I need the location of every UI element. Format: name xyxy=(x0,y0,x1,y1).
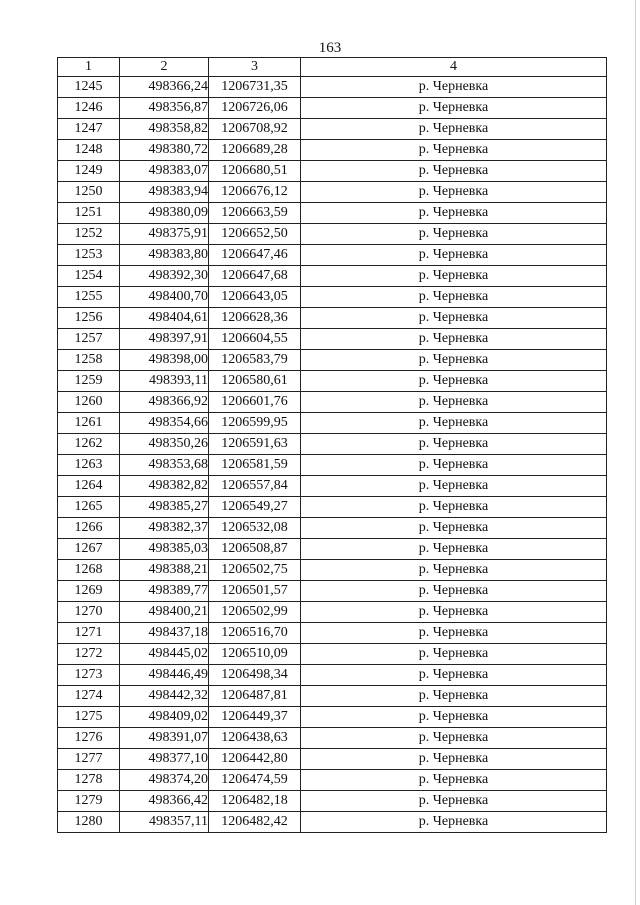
description-cell: р. Черневка xyxy=(301,224,607,245)
description-cell: р. Черневка xyxy=(301,581,607,602)
y-coordinate-cell: 1206516,70 xyxy=(209,623,301,644)
table-row xyxy=(58,119,607,140)
x-coordinate-cell: 498446,49 xyxy=(120,665,209,686)
column-header-3: 3 xyxy=(209,58,301,77)
table-row xyxy=(58,686,607,707)
point-number-cell: 1255 xyxy=(58,287,120,308)
x-coordinate-cell: 498377,10 xyxy=(120,749,209,770)
table-row xyxy=(58,728,607,749)
y-coordinate-cell: 1206604,55 xyxy=(209,329,301,350)
y-coordinate-cell: 1206498,34 xyxy=(209,665,301,686)
table-row xyxy=(58,560,607,581)
y-coordinate-cell: 1206442,80 xyxy=(209,749,301,770)
description-cell: р. Черневка xyxy=(301,392,607,413)
table-row xyxy=(58,770,607,791)
y-coordinate-cell: 1206549,27 xyxy=(209,497,301,518)
x-coordinate-cell: 498366,92 xyxy=(120,392,209,413)
description-cell: р. Черневка xyxy=(301,140,607,161)
table-row xyxy=(58,329,607,350)
x-coordinate-cell: 498383,94 xyxy=(120,182,209,203)
point-number-cell: 1270 xyxy=(58,602,120,623)
x-coordinate-cell: 498393,11 xyxy=(120,371,209,392)
description-cell: р. Черневка xyxy=(301,161,607,182)
column-header-2: 2 xyxy=(120,58,209,77)
description-cell: р. Черневка xyxy=(301,686,607,707)
description-cell: р. Черневка xyxy=(301,308,607,329)
table-row xyxy=(58,182,607,203)
x-coordinate-cell: 498358,82 xyxy=(120,119,209,140)
coordinates-table xyxy=(57,57,607,833)
x-coordinate-cell: 498374,20 xyxy=(120,770,209,791)
description-cell: р. Черневка xyxy=(301,602,607,623)
point-number-cell: 1276 xyxy=(58,728,120,749)
table-row xyxy=(58,392,607,413)
x-coordinate-cell: 498388,21 xyxy=(120,560,209,581)
description-cell: р. Черневка xyxy=(301,413,607,434)
description-cell: р. Черневка xyxy=(301,623,607,644)
x-coordinate-cell: 498400,21 xyxy=(120,602,209,623)
description-cell: р. Черневка xyxy=(301,98,607,119)
x-coordinate-cell: 498380,09 xyxy=(120,203,209,224)
x-coordinate-cell: 498404,61 xyxy=(120,308,209,329)
table-row xyxy=(58,581,607,602)
y-coordinate-cell: 1206680,51 xyxy=(209,161,301,182)
point-number-cell: 1253 xyxy=(58,245,120,266)
y-coordinate-cell: 1206647,68 xyxy=(209,266,301,287)
y-coordinate-cell: 1206599,95 xyxy=(209,413,301,434)
y-coordinate-cell: 1206510,09 xyxy=(209,644,301,665)
point-number-cell: 1269 xyxy=(58,581,120,602)
table-row xyxy=(58,518,607,539)
y-coordinate-cell: 1206652,50 xyxy=(209,224,301,245)
point-number-cell: 1254 xyxy=(58,266,120,287)
column-header-1: 1 xyxy=(58,58,120,77)
x-coordinate-cell: 498357,11 xyxy=(120,812,209,833)
description-cell: р. Черневка xyxy=(301,749,607,770)
x-coordinate-cell: 498409,02 xyxy=(120,707,209,728)
x-coordinate-cell: 498400,70 xyxy=(120,287,209,308)
y-coordinate-cell: 1206532,08 xyxy=(209,518,301,539)
table-row xyxy=(58,413,607,434)
y-coordinate-cell: 1206708,92 xyxy=(209,119,301,140)
point-number-cell: 1247 xyxy=(58,119,120,140)
x-coordinate-cell: 498366,42 xyxy=(120,791,209,812)
table-row xyxy=(58,161,607,182)
column-header-4: 4 xyxy=(301,58,607,77)
x-coordinate-cell: 498445,02 xyxy=(120,644,209,665)
x-coordinate-cell: 498382,82 xyxy=(120,476,209,497)
table-row xyxy=(58,287,607,308)
point-number-cell: 1245 xyxy=(58,77,120,98)
x-coordinate-cell: 498350,26 xyxy=(120,434,209,455)
table-row xyxy=(58,455,607,476)
x-coordinate-cell: 498383,07 xyxy=(120,161,209,182)
y-coordinate-cell: 1206663,59 xyxy=(209,203,301,224)
y-coordinate-cell: 1206643,05 xyxy=(209,287,301,308)
x-coordinate-cell: 498353,68 xyxy=(120,455,209,476)
table-row xyxy=(58,371,607,392)
point-number-cell: 1272 xyxy=(58,644,120,665)
description-cell: р. Черневка xyxy=(301,182,607,203)
description-cell: р. Черневка xyxy=(301,371,607,392)
page-edge-line xyxy=(635,0,636,905)
x-coordinate-cell: 498437,18 xyxy=(120,623,209,644)
y-coordinate-cell: 1206482,18 xyxy=(209,791,301,812)
point-number-cell: 1264 xyxy=(58,476,120,497)
y-coordinate-cell: 1206487,81 xyxy=(209,686,301,707)
description-cell: р. Черневка xyxy=(301,791,607,812)
y-coordinate-cell: 1206474,59 xyxy=(209,770,301,791)
y-coordinate-cell: 1206581,59 xyxy=(209,455,301,476)
point-number-cell: 1266 xyxy=(58,518,120,539)
description-cell: р. Черневка xyxy=(301,476,607,497)
y-coordinate-cell: 1206601,76 xyxy=(209,392,301,413)
table-row xyxy=(58,203,607,224)
point-number-cell: 1258 xyxy=(58,350,120,371)
description-cell: р. Черневка xyxy=(301,245,607,266)
x-coordinate-cell: 498389,77 xyxy=(120,581,209,602)
x-coordinate-cell: 498380,72 xyxy=(120,140,209,161)
x-coordinate-cell: 498375,91 xyxy=(120,224,209,245)
x-coordinate-cell: 498366,24 xyxy=(120,77,209,98)
description-cell: р. Черневка xyxy=(301,266,607,287)
point-number-cell: 1248 xyxy=(58,140,120,161)
y-coordinate-cell: 1206628,36 xyxy=(209,308,301,329)
table-row xyxy=(58,707,607,728)
table-row xyxy=(58,434,607,455)
point-number-cell: 1263 xyxy=(58,455,120,476)
description-cell: р. Черневка xyxy=(301,560,607,581)
y-coordinate-cell: 1206726,06 xyxy=(209,98,301,119)
description-cell: р. Черневка xyxy=(301,203,607,224)
table-row xyxy=(58,245,607,266)
point-number-cell: 1267 xyxy=(58,539,120,560)
x-coordinate-cell: 498397,91 xyxy=(120,329,209,350)
table-row xyxy=(58,665,607,686)
point-number-cell: 1256 xyxy=(58,308,120,329)
y-coordinate-cell: 1206689,28 xyxy=(209,140,301,161)
description-cell: р. Черневка xyxy=(301,707,607,728)
point-number-cell: 1259 xyxy=(58,371,120,392)
table-row xyxy=(58,98,607,119)
point-number-cell: 1261 xyxy=(58,413,120,434)
point-number-cell: 1278 xyxy=(58,770,120,791)
table-row xyxy=(58,623,607,644)
x-coordinate-cell: 498354,66 xyxy=(120,413,209,434)
x-coordinate-cell: 498398,00 xyxy=(120,350,209,371)
x-coordinate-cell: 498392,30 xyxy=(120,266,209,287)
description-cell: р. Черневка xyxy=(301,119,607,140)
description-cell: р. Черневка xyxy=(301,665,607,686)
point-number-cell: 1279 xyxy=(58,791,120,812)
point-number-cell: 1275 xyxy=(58,707,120,728)
x-coordinate-cell: 498383,80 xyxy=(120,245,209,266)
description-cell: р. Черневка xyxy=(301,518,607,539)
x-coordinate-cell: 498385,03 xyxy=(120,539,209,560)
point-number-cell: 1262 xyxy=(58,434,120,455)
table-row xyxy=(58,224,607,245)
y-coordinate-cell: 1206501,57 xyxy=(209,581,301,602)
table-row xyxy=(58,644,607,665)
description-cell: р. Черневка xyxy=(301,455,607,476)
table-row xyxy=(58,497,607,518)
y-coordinate-cell: 1206557,84 xyxy=(209,476,301,497)
page-number: 163 xyxy=(318,40,342,56)
table-row xyxy=(58,812,607,833)
table-row xyxy=(58,350,607,371)
y-coordinate-cell: 1206502,75 xyxy=(209,560,301,581)
x-coordinate-cell: 498356,87 xyxy=(120,98,209,119)
table-body xyxy=(58,77,607,833)
point-number-cell: 1249 xyxy=(58,161,120,182)
description-cell: р. Черневка xyxy=(301,812,607,833)
point-number-cell: 1280 xyxy=(58,812,120,833)
x-coordinate-cell: 498382,37 xyxy=(120,518,209,539)
point-number-cell: 1265 xyxy=(58,497,120,518)
point-number-cell: 1268 xyxy=(58,560,120,581)
table-row xyxy=(58,476,607,497)
table-row xyxy=(58,308,607,329)
table-row xyxy=(58,77,607,98)
description-cell: р. Черневка xyxy=(301,287,607,308)
y-coordinate-cell: 1206731,35 xyxy=(209,77,301,98)
y-coordinate-cell: 1206482,42 xyxy=(209,812,301,833)
y-coordinate-cell: 1206508,87 xyxy=(209,539,301,560)
y-coordinate-cell: 1206591,63 xyxy=(209,434,301,455)
description-cell: р. Черневка xyxy=(301,329,607,350)
description-cell: р. Черневка xyxy=(301,539,607,560)
x-coordinate-cell: 498442,32 xyxy=(120,686,209,707)
table-row xyxy=(58,791,607,812)
y-coordinate-cell: 1206438,63 xyxy=(209,728,301,749)
description-cell: р. Черневка xyxy=(301,434,607,455)
table-header-row xyxy=(58,58,607,77)
description-cell: р. Черневка xyxy=(301,350,607,371)
y-coordinate-cell: 1206502,99 xyxy=(209,602,301,623)
description-cell: р. Черневка xyxy=(301,728,607,749)
x-coordinate-cell: 498385,27 xyxy=(120,497,209,518)
y-coordinate-cell: 1206676,12 xyxy=(209,182,301,203)
description-cell: р. Черневка xyxy=(301,497,607,518)
table-row xyxy=(58,539,607,560)
point-number-cell: 1246 xyxy=(58,98,120,119)
table-row xyxy=(58,749,607,770)
y-coordinate-cell: 1206580,61 xyxy=(209,371,301,392)
description-cell: р. Черневка xyxy=(301,77,607,98)
point-number-cell: 1274 xyxy=(58,686,120,707)
y-coordinate-cell: 1206647,46 xyxy=(209,245,301,266)
y-coordinate-cell: 1206583,79 xyxy=(209,350,301,371)
point-number-cell: 1260 xyxy=(58,392,120,413)
table-row xyxy=(58,140,607,161)
point-number-cell: 1251 xyxy=(58,203,120,224)
point-number-cell: 1271 xyxy=(58,623,120,644)
y-coordinate-cell: 1206449,37 xyxy=(209,707,301,728)
point-number-cell: 1257 xyxy=(58,329,120,350)
point-number-cell: 1277 xyxy=(58,749,120,770)
point-number-cell: 1252 xyxy=(58,224,120,245)
point-number-cell: 1273 xyxy=(58,665,120,686)
table-row xyxy=(58,602,607,623)
point-number-cell: 1250 xyxy=(58,182,120,203)
description-cell: р. Черневка xyxy=(301,770,607,791)
table-row xyxy=(58,266,607,287)
x-coordinate-cell: 498391,07 xyxy=(120,728,209,749)
description-cell: р. Черневка xyxy=(301,644,607,665)
